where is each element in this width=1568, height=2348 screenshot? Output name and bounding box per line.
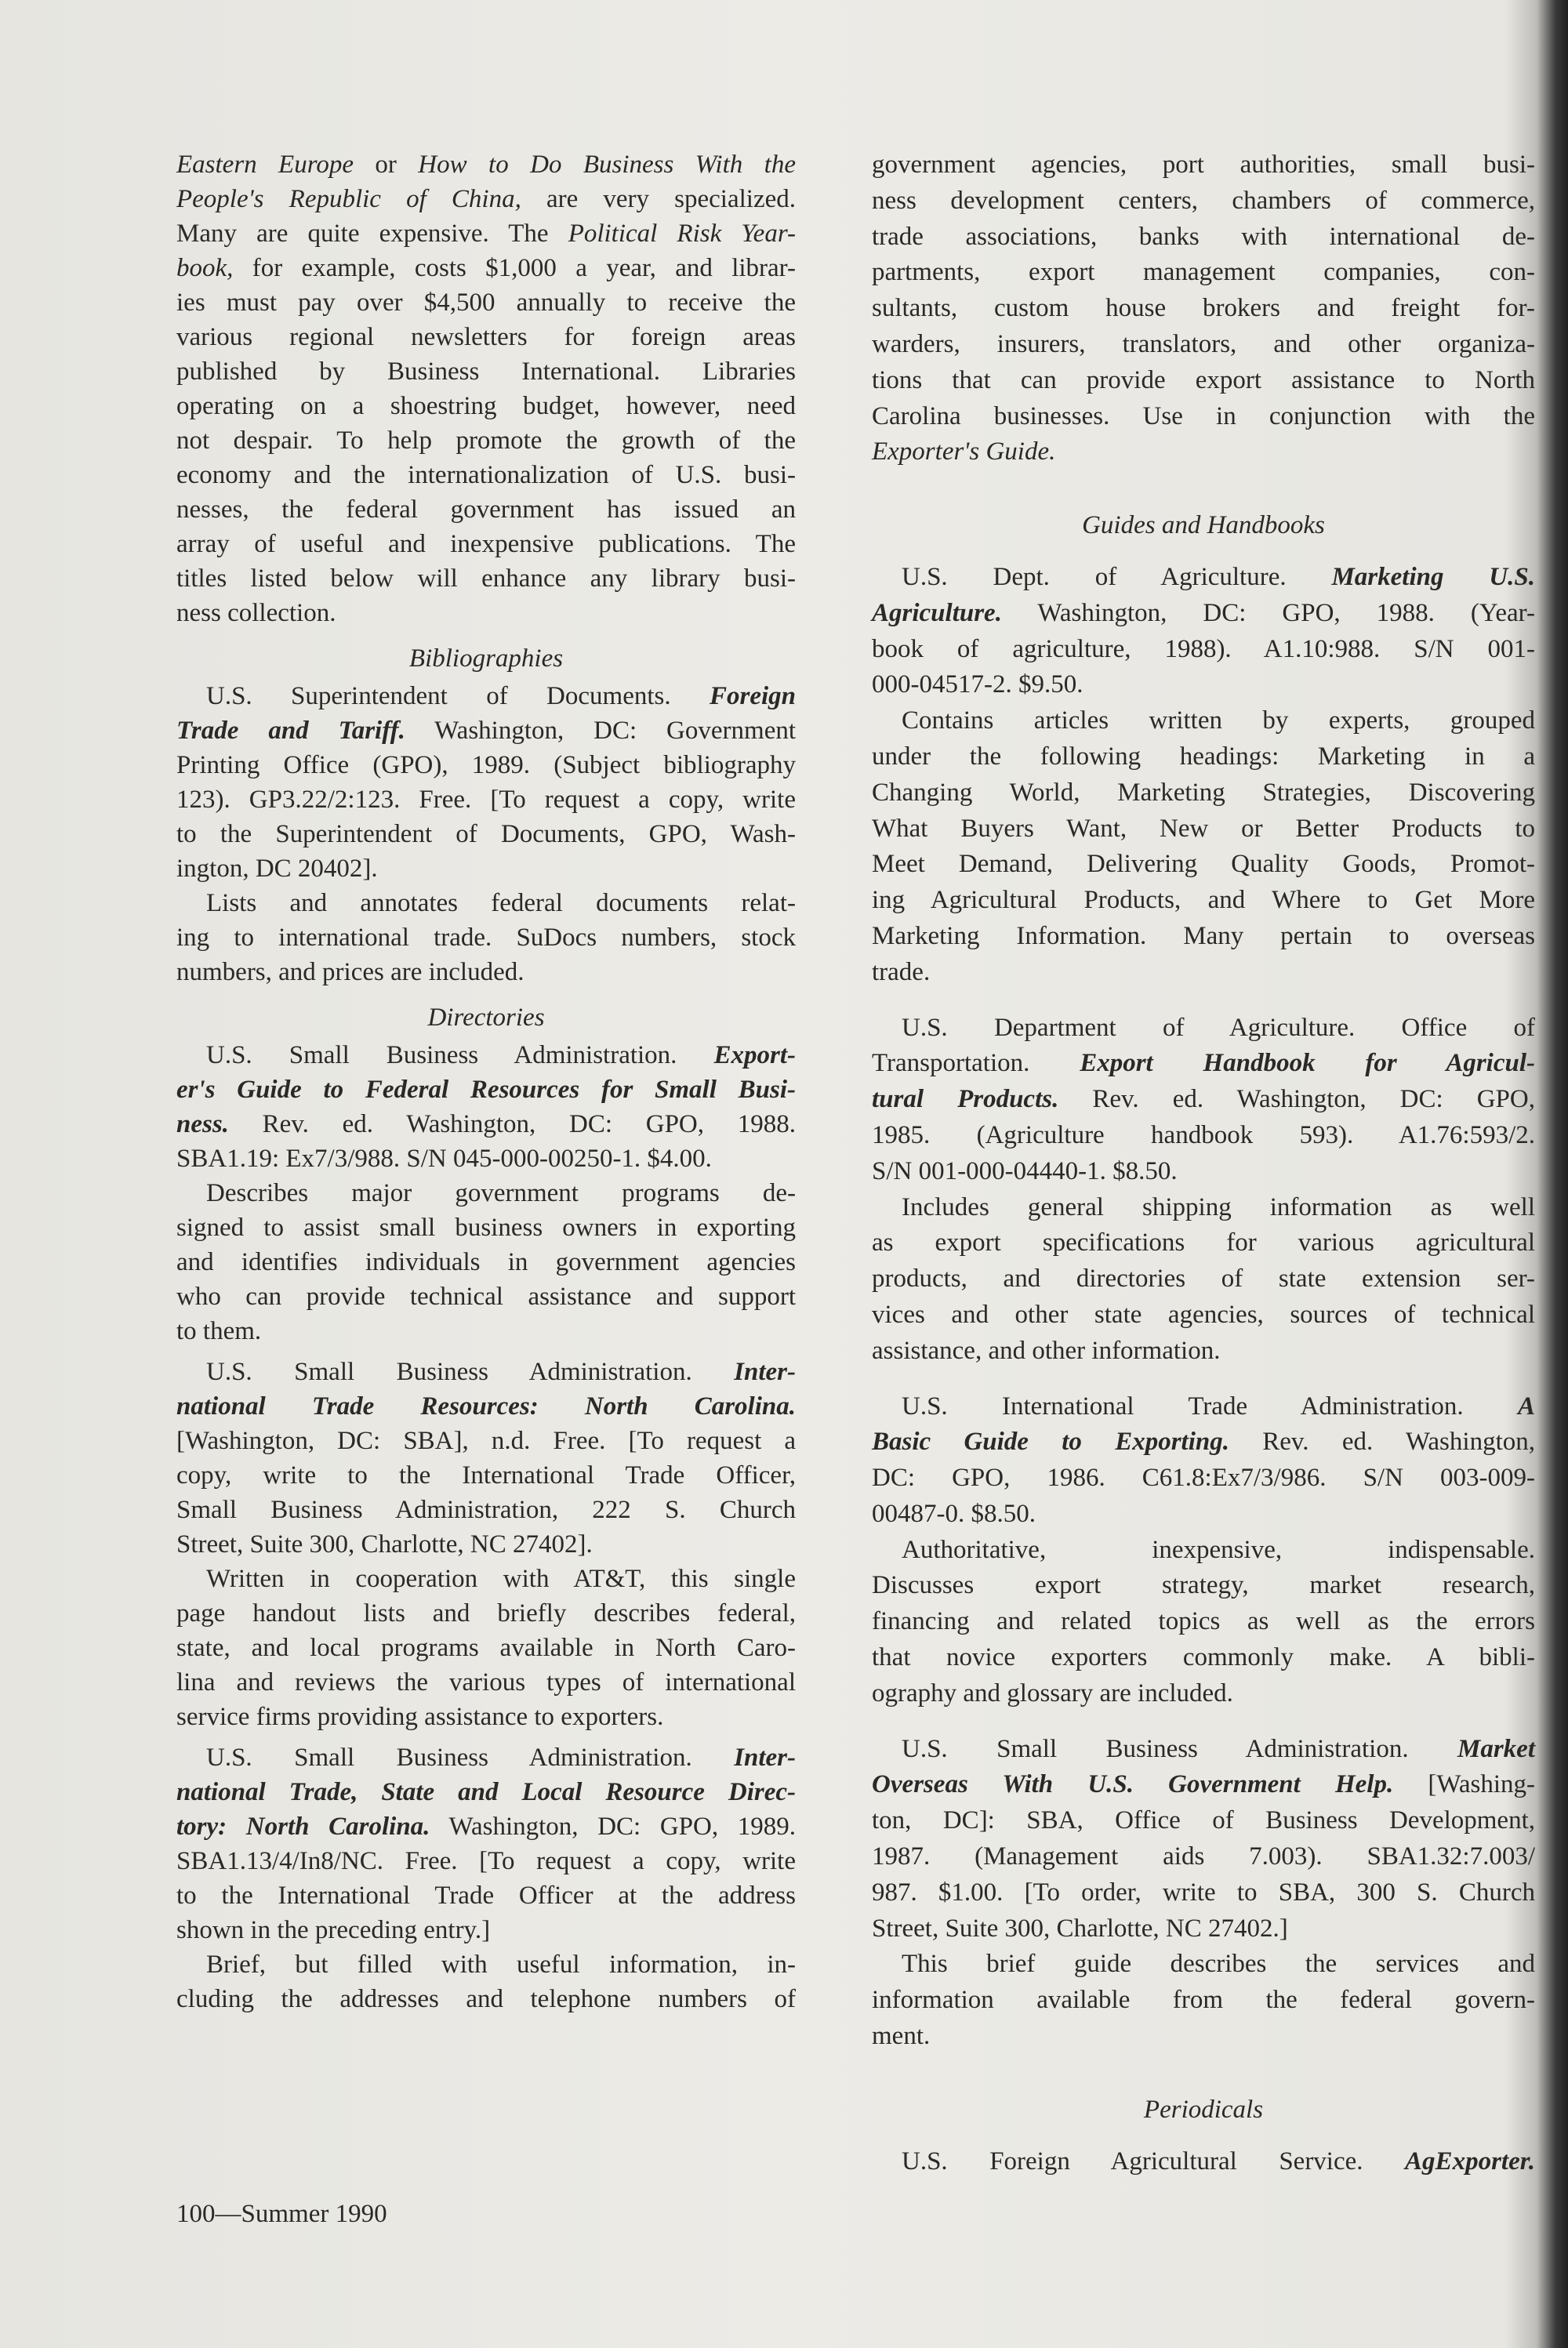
text-line [872,703,1535,739]
title-text: AgExporter. [1405,2147,1535,2176]
text-line [872,1947,1535,1983]
body-text: U.S. Small Business Administration. [902,1734,1457,1763]
body-text: assistance, and other information. [872,1336,1221,1365]
text-line [176,1700,796,1734]
text-line [176,955,796,989]
body-text: economy and the internationalization of U.S. busi- [176,461,796,489]
body-text: products, and directories of state extension ser- [872,1265,1535,1294]
text-line [176,1527,796,1562]
body-text: financing and related topics as well as the errors [872,1607,1535,1636]
italic-text: People's Republic of China, [176,185,521,213]
text-line [872,434,1535,470]
paragraph [872,1533,1535,1712]
body-text: array of useful and inexpensive publications. The [176,530,796,558]
text-line [176,1562,796,1596]
text-line [872,667,1535,703]
text-line [872,1461,1535,1497]
body-text: Street, Suite 300, Charlotte, NC 27402]. [176,1530,593,1559]
text-line [176,147,796,182]
body-text: lina and reviews the various types of international [176,1668,796,1697]
body-text: What Buyers Want, New or Better Products to [872,814,1535,843]
text-line [176,886,796,920]
text-line [176,782,796,817]
text-line [872,1803,1535,1839]
body-text: S/N 001-000-04440-1. $8.50. [872,1156,1178,1185]
body-text: who can provide technical assistance and support [176,1283,796,1311]
text-line [176,1000,796,1035]
bibliography-entry [176,679,796,886]
body-text: page handout lists and briefly describes federal, [176,1599,796,1628]
italic-text: book, [176,254,234,282]
text-line [176,1245,796,1279]
text-line [176,1458,796,1493]
title-text: Foreign [709,682,796,710]
title-text: Trade and Tariff. [176,717,405,745]
body-text: Brief, but filled with useful information, in- [206,1951,796,1979]
paragraph [176,1176,796,1348]
body-text: published by Business International. Libraries [176,357,796,386]
body-text: numbers, and prices are included. [176,958,524,986]
text-line [176,1176,796,1210]
body-text: under the following headings: Marketing in a [872,742,1535,771]
text-line [872,2144,1535,2180]
body-text: Rev. ed. Washington, DC: GPO, 1988. [228,1110,796,1138]
text-line [176,641,796,676]
text-line [176,1389,796,1424]
body-text: DC: GPO, 1986. C61.8:Ex7/3/986. S/N 003-009- [872,1464,1535,1493]
text-line [176,561,796,596]
body-text: [Washington, DC: SBA], n.d. Free. [To request a [176,1427,796,1455]
text-line [872,1046,1535,1082]
paragraph [872,147,1535,470]
title-text: national Trade, State and Local Resource Direc- [176,1778,796,1806]
title-text: tory: North Carolina. [176,1813,430,1841]
body-text: or [353,151,419,179]
text-line [872,1911,1535,1947]
right-column [872,147,1535,2179]
body-text: and identifies individuals in government agencies [176,1248,796,1276]
text-line [176,1982,796,2016]
text-line [872,1732,1535,1768]
text-line [872,883,1535,919]
text-line [872,1568,1535,1604]
body-text: Small Business Administration, 222 S. Church [176,1496,796,1524]
text-line [176,1210,796,1245]
text-line [872,1676,1535,1712]
body-text: Meet Demand, Delivering Quality Goods, Promot- [872,850,1535,879]
body-text: government agencies, port authorities, small busi- [872,151,1535,179]
text-line [872,1640,1535,1676]
text-line [872,183,1535,220]
body-text: Bibliographies [408,644,564,673]
title-text: Export- [713,1041,796,1069]
body-text: 1985. (Agriculture handbook 593). A1.76:593/2. [872,1120,1535,1149]
bibliography-entry [872,560,1535,703]
body-text: signed to assist small business owners in exporting [176,1214,796,1242]
text-line [872,1118,1535,1154]
text-line [872,739,1535,775]
title-text: Marketing U.S. [1331,562,1535,591]
text-line [176,1844,796,1878]
body-text: ment. [872,2022,931,2051]
title-text: Inter- [734,1744,796,1772]
body-text: copy, write to the International Trade Officer, [176,1461,796,1490]
body-text: ies must pay over $4,500 annually to receive the [176,289,796,317]
paragraph [176,1947,796,2016]
text-line [872,847,1535,883]
text-line [176,1913,796,1947]
body-text: Changing World, Marketing Strategies, Discovering [872,778,1535,807]
text-line [176,1878,796,1913]
section-heading [872,2092,1535,2128]
bibliography-entry [176,1355,796,1562]
body-text: U.S. Small Business Administration. [206,1358,735,1386]
body-text: as export specifications for various agricultural [872,1228,1535,1257]
text-line [176,1596,796,1631]
body-text: to them. [176,1317,262,1345]
bibliography-entry [872,1389,1535,1533]
text-line [872,1011,1535,1047]
body-text: Washington, DC: GPO, 1988. (Year- [1001,598,1535,627]
text-line [176,492,796,527]
bibliography-entry [176,1038,796,1176]
text-line [872,327,1535,363]
left-column [176,147,796,2016]
paragraph [176,147,796,630]
text-line [872,1767,1535,1803]
body-text: Periodicals [1143,2095,1264,2124]
body-text: SBA1.13/4/In8/NC. Free. [To request a copy, write [176,1847,796,1875]
title-text: Agriculture. [872,598,1002,627]
body-text: U.S. Foreign Agricultural Service. [902,2147,1406,2176]
title-text: A [1517,1392,1535,1421]
text-line [872,1875,1535,1911]
body-text: trade. [872,957,931,986]
body-text: Rev. ed. Washington, [1229,1428,1535,1457]
text-line [176,920,796,955]
body-text: Guides and Handbooks [1082,511,1325,540]
text-line [872,399,1535,435]
italic-text: Exporter's Guide. [872,437,1056,466]
body-text: Street, Suite 300, Charlotte, NC 27402.] [872,1914,1288,1943]
page-footer-folio: 100—Summer 1990 [176,2200,387,2228]
body-text: Washington, DC: Government [405,717,797,745]
title-text: Basic Guide to Exporting. [872,1428,1229,1457]
text-line [872,1154,1535,1190]
text-line [872,1334,1535,1370]
body-text: warders, insurers, translators, and other organiza- [872,329,1535,358]
body-text: sultants, custom house brokers and freight for- [872,294,1535,323]
text-line [176,216,796,251]
body-text: U.S. Superintendent of Documents. [206,682,710,710]
text-line [872,220,1535,256]
section-heading [872,508,1535,544]
text-line [176,285,796,320]
body-text: ton, DC]: SBA, Office of Business Development, [872,1806,1535,1835]
body-text: This brief guide describes the services and [902,1950,1535,1979]
title-text: Market [1457,1734,1535,1763]
body-text: Many are quite expensive. The [176,220,568,248]
body-text: 00487-0. $8.50. [872,1499,1036,1528]
body-text: that novice exporters commonly make. A bibli- [872,1643,1535,1672]
section-heading [176,1000,796,1035]
body-text: U.S. Small Business Administration. [206,1041,714,1069]
body-text: service firms providing assistance to exporters. [176,1703,664,1731]
body-text: Carolina businesses. Use in conjunction with the [872,401,1535,430]
body-text: U.S. Small Business Administration. [206,1744,735,1772]
paragraph [872,1947,1535,2054]
text-line [872,1497,1535,1533]
bibliography-entry [872,1732,1535,1947]
body-text: ness collection. [176,599,336,627]
text-line [176,679,796,713]
text-line [872,2019,1535,2055]
body-text: 123). GP3.22/2:123. Free. [To request a copy, write [176,786,796,814]
body-text: ing Agricultural Products, and Where to Get More [872,886,1535,915]
text-line [872,1261,1535,1297]
body-text: Describes major government programs de- [206,1179,796,1207]
title-text: tural Products. [872,1085,1059,1114]
body-text: ography and glossary are included. [872,1678,1233,1707]
text-line [176,527,796,561]
body-text: for example, costs $1,000 a year, and librar- [233,254,796,282]
text-line [872,1297,1535,1334]
body-text: Marketing Information. Many pertain to overseas [872,921,1535,950]
title-text: Overseas With U.S. Government Help. [872,1770,1394,1799]
text-line [872,1082,1535,1118]
text-line [176,817,796,851]
title-text: ness. [176,1110,229,1138]
text-line [872,775,1535,811]
paragraph [872,703,1535,990]
body-text: U.S. Dept. of Agriculture. [902,562,1332,591]
text-line [872,2092,1535,2128]
text-line [872,1533,1535,1569]
text-line [176,1314,796,1348]
body-text: Lists and annotates federal documents relat- [206,889,796,917]
text-line [176,1740,796,1775]
text-line [176,1424,796,1458]
body-text: not despair. To help promote the growth of the [176,426,796,455]
body-text: book of agriculture, 1988). A1.10:988. S/N 001- [872,634,1535,663]
title-text: national Trade Resources: North Carolina. [176,1392,796,1421]
text-line [176,1775,796,1809]
body-text: ness development centers, chambers of commerce, [872,186,1535,215]
body-text: SBA1.19: Ex7/3/988. S/N 045-000-00250-1. $4.00. [176,1145,712,1173]
body-text: Rev. ed. Washington, DC: GPO, [1058,1085,1535,1114]
body-text: U.S. Department of Agriculture. Office of [902,1013,1535,1042]
text-line [176,748,796,782]
text-line [176,1355,796,1389]
paragraph [176,1562,796,1734]
text-line [176,1107,796,1141]
body-text: to the Superintendent of Documents, GPO, Wash- [176,820,796,848]
text-line [872,560,1535,596]
text-line [872,632,1535,668]
text-line [872,919,1535,955]
body-text: Discusses export strategy, market research, [872,1571,1535,1600]
title-text: Inter- [734,1358,796,1386]
text-line [872,363,1535,399]
text-line [872,1839,1535,1875]
body-text: operating on a shoestring budget, however, need [176,392,796,420]
paragraph [176,886,796,989]
body-text: trade associations, banks with international de- [872,222,1535,251]
body-text: various regional newsletters for foreign areas [176,323,796,351]
text-line [176,1279,796,1314]
text-line [872,955,1535,991]
text-line [176,1072,796,1107]
text-line [872,508,1535,544]
title-text: Export Handbook for Agricul- [1080,1049,1535,1078]
body-text: U.S. International Trade Administration. [902,1392,1518,1421]
italic-text: How to Do Business With the [418,151,796,179]
italic-text: Eastern Europe [176,151,354,179]
body-text: Directories [427,1003,545,1032]
body-text: information available from the federal govern- [872,1986,1535,2015]
title-text: er's Guide to Federal Resources for Small Busi- [176,1076,796,1104]
text-line [872,1604,1535,1640]
body-text: Contains articles written by experts, grouped [902,706,1535,735]
body-text: 1987. (Management aids 7.003). SBA1.32:7.003/ [872,1842,1535,1871]
text-line [176,713,796,748]
body-text: ington, DC 20402]. [176,855,378,883]
text-line [872,811,1535,847]
text-line [176,320,796,354]
bibliography-entry [872,2144,1535,2180]
bibliography-entry [872,1011,1535,1190]
text-line [176,458,796,492]
bibliography-entry [176,1740,796,1947]
text-line [176,1809,796,1844]
text-line [872,1225,1535,1261]
body-text: cluding the addresses and telephone numbers of [176,1985,796,2013]
text-line [872,1190,1535,1226]
text-line [872,596,1535,632]
section-heading [176,641,796,676]
body-text: [Washing- [1393,1770,1535,1799]
text-line [176,851,796,886]
paragraph [872,1190,1535,1370]
text-line [872,1983,1535,2019]
text-line [872,291,1535,327]
body-text: nesses, the federal government has issued an [176,495,796,524]
text-line [176,251,796,285]
body-text: Transportation. [872,1049,1080,1078]
text-line [872,1389,1535,1425]
body-text: Washington, DC: GPO, 1989. [430,1813,796,1841]
text-line [176,1038,796,1072]
body-text: to the International Trade Officer at the address [176,1882,796,1910]
body-text: 987. $1.00. [To order, write to SBA, 300 S. Church [872,1878,1535,1907]
body-text: tions that can provide export assistance to North [872,365,1535,394]
text-line [176,389,796,423]
body-text: partments, export management companies, con- [872,258,1535,287]
text-line [176,1631,796,1665]
body-text: 000-04517-2. $9.50. [872,670,1083,699]
text-line [176,182,796,216]
text-line [176,1665,796,1700]
body-text: Authoritative, inexpensive, indispensable. [902,1535,1535,1564]
text-line [176,423,796,458]
body-text: titles listed below will enhance any library busi- [176,564,796,593]
text-line [872,147,1535,183]
text-line [176,596,796,630]
body-text: vices and other state agencies, sources of technical [872,1300,1535,1329]
body-text: Written in cooperation with AT&T, this single [206,1565,796,1593]
text-line [176,1493,796,1527]
body-text: Includes general shipping information as well [902,1192,1535,1221]
body-text: shown in the preceding entry.] [176,1916,491,1944]
text-line [176,1141,796,1176]
body-text: ing to international trade. SuDocs numbers, stock [176,924,796,952]
body-text: Printing Office (GPO), 1989. (Subject bibliography [176,751,796,779]
body-text: state, and local programs available in North Caro- [176,1634,796,1662]
text-line [872,1424,1535,1461]
body-text: are very specialized. [521,185,796,213]
italic-text: Political Risk Year- [568,220,796,248]
text-line [176,1947,796,1982]
text-line [176,354,796,389]
text-line [872,255,1535,291]
